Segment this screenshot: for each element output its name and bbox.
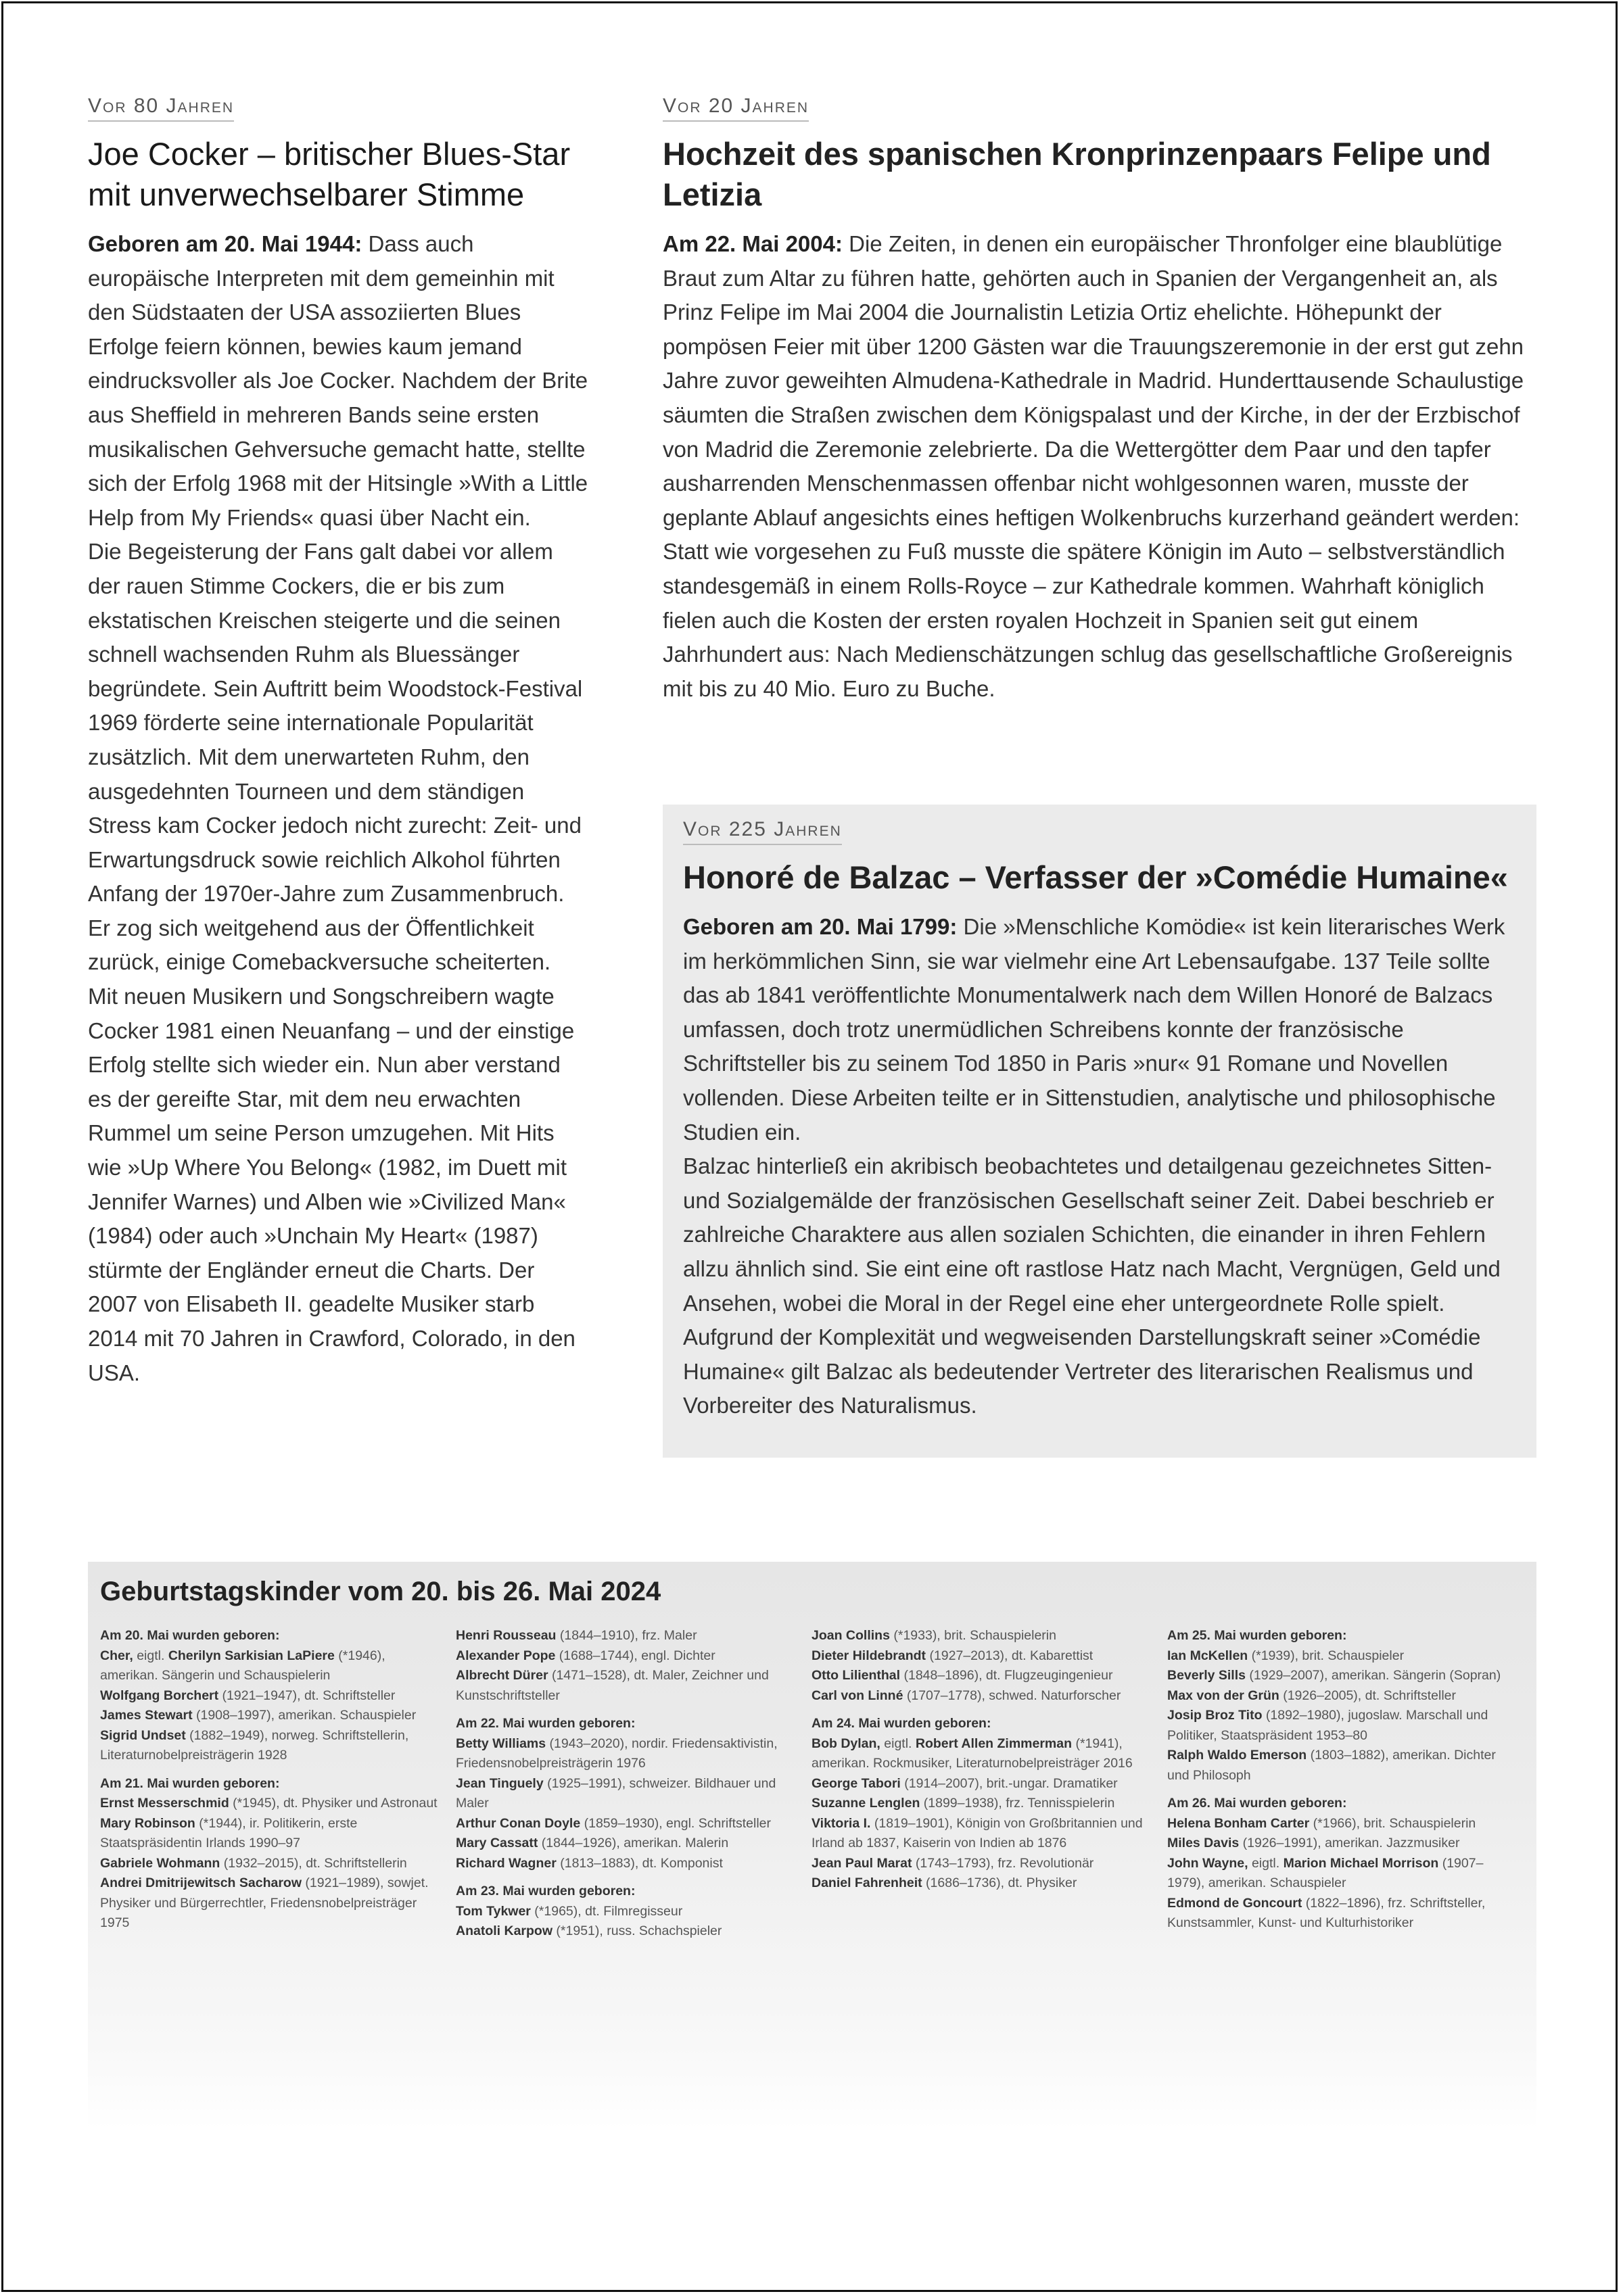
person-name: Josip Broz Tito (1167, 1708, 1263, 1723)
person-name: Max von der Grün (1167, 1688, 1279, 1703)
person-name: Jean Paul Marat (812, 1855, 912, 1871)
person-name: George Tabori (812, 1775, 901, 1791)
paragraph: Mit neuen Musikern und Songschreibern wagte Cocker 1981 einen Neuanfang – und der einstige Erfolg stellte sich wieder ein. Nun aber verstand es der gereifte Star, mit dem neu erwachten Rummel um seine Person umzugehen. Mit Hits wie »Up Where You Belong« (1982, im Duett mit Jennifer Warnes) und Alben wie »Civilized Man« (1984) oder auch »Unchain My Heart« (1987) stürmte der Engländer erneut die Charts. Der 2007 von Elisabeth II. geadelte Musiker starb 2014 mit 70 Jahren in Crawford, Colorado, in den USA. (88, 984, 575, 1385)
person-name: Viktoria I. (812, 1815, 871, 1831)
lead-date: Geboren am 20. Mai 1944: (88, 231, 362, 256)
lead-date: Geboren am 20. Mai 1799: (683, 914, 958, 939)
name-note: eigtl. (1248, 1855, 1284, 1871)
person-info: (1471–1528), dt. Maler, Zeichner und Kunstschriftsteller (456, 1668, 769, 1703)
person-name: Betty Williams (456, 1736, 546, 1751)
person-birth-name: Robert Allen Zimmerman (915, 1736, 1073, 1751)
person-name: Henri Rousseau (456, 1628, 557, 1643)
day-heading: Am 24. Mai wurden geboren: (812, 1716, 991, 1731)
person-name: Bob Dylan, (812, 1736, 880, 1751)
name-note: eigtl. (133, 1648, 168, 1663)
kicker: Vor 225 Jahren (683, 818, 842, 845)
birthday-entry (456, 1774, 794, 1814)
person-info: (*1965), dt. Filmregisseur (530, 1903, 683, 1919)
birthday-entry (100, 1646, 438, 1686)
person-info: (1907–1979), amerikan. Schauspieler (1167, 1855, 1484, 1890)
paragraph-text: Die »Menschliche Komödie« ist kein literarisches Werk im herkömmlichen Sinn, sie war vielmehr eine Art Lebensaufgabe. 137 Teile sollte das ab 1841 veröffentlichte Monumentalwerk nach dem Willen Honoré de Balzacs umfassen, doch trotz unermüdlichen Schreibens konnte der französische Schriftsteller bis zu seinem Tod 1850 in Paris »nur« 91 Romane und Novellen vollenden. Diese Arbeiten teilte er in Sittenstudien, analytische und philosophische Studien ein. (683, 914, 1505, 1145)
person-name: Helena Bonham Carter (1167, 1815, 1310, 1831)
birthday-entry (456, 1666, 794, 1706)
heading-line: mit unverwechselbarer Stimme (88, 176, 525, 212)
birthday-entry (812, 1734, 1150, 1774)
person-name: Wolfgang Borchert (100, 1688, 219, 1703)
birthday-entry (100, 1873, 438, 1934)
person-name: Suzanne Lenglen (812, 1796, 920, 1811)
person-info: (1892–1980), jugoslaw. Marschall und Politiker, Staatspräsident 1953–80 (1167, 1708, 1488, 1743)
article-body (663, 227, 1535, 706)
birthday-entry (812, 1626, 1150, 1646)
birthday-entry (456, 1834, 794, 1854)
birthday-entry (1167, 1666, 1505, 1686)
birthday-entry (100, 1854, 438, 1874)
day-heading: Am 25. Mai wurden geboren: (1167, 1628, 1347, 1643)
person-name: Otto Lilienthal (812, 1668, 901, 1683)
birthday-entry (812, 1686, 1150, 1706)
article-heading: Hochzeit des spanischen Kronprinzenpaars Felipe und Letizia (663, 136, 1491, 212)
person-info: (1932–2015), dt. Schriftstellerin (220, 1855, 407, 1871)
person-info: (1822–1896), frz. Schriftsteller, Kunstsammler, Kunst- und Kulturhistoriker (1167, 1895, 1486, 1930)
person-info: (1925–1991), schweizer. Bildhauer und Maler (456, 1775, 776, 1811)
article-heading (88, 134, 588, 215)
birthday-entry (812, 1854, 1150, 1874)
birthday-column (100, 1626, 456, 1942)
person-name: Beverly Sills (1167, 1668, 1246, 1683)
person-name: Anatoli Karpow (456, 1923, 553, 1938)
birthday-entry (456, 1646, 794, 1667)
person-name: Daniel Fahrenheit (812, 1875, 922, 1890)
person-info: (1926–1991), amerikan. Jazzmusiker (1239, 1836, 1460, 1850)
person-name: Cher, (100, 1648, 133, 1663)
birthday-entry (1167, 1686, 1505, 1706)
person-info: (1707–1778), schwed. Naturforscher (903, 1688, 1121, 1703)
birthday-column (1167, 1626, 1523, 1942)
person-name: Mary Cassatt (456, 1836, 538, 1850)
birthday-entry (456, 1626, 794, 1646)
person-name: Joan Collins (812, 1628, 890, 1643)
birthday-entry (812, 1666, 1150, 1686)
birthday-entry (1167, 1706, 1505, 1746)
article-body (88, 227, 588, 1390)
person-info: (1943–2020), nordir. Friedensaktivistin, Friedensnobelpreisträgerin 1976 (456, 1736, 778, 1771)
kicker: Vor 20 Jahren (663, 95, 809, 122)
person-name: Jean Tinguely (456, 1775, 544, 1791)
paragraph (88, 227, 588, 535)
person-name: Albrecht Dürer (456, 1668, 548, 1683)
article-body (683, 910, 1516, 1423)
birthday-entry (100, 1814, 438, 1854)
person-info: (1859–1930), engl. Schriftsteller (580, 1815, 772, 1831)
person-info: (1743–1793), frz. Revolutionär (912, 1855, 1094, 1871)
person-name: Gabriele Wohmann (100, 1855, 220, 1871)
person-info: (*1966), brit. Schauspielerin (1309, 1815, 1476, 1831)
birthday-entry (1167, 1646, 1505, 1667)
person-birth-name: Marion Michael Morrison (1283, 1855, 1439, 1871)
person-name: Alexander Pope (456, 1648, 556, 1663)
person-name: Ralph Waldo Emerson (1167, 1748, 1307, 1763)
person-info: (1819–1901), Königin von Großbritannien und Irland ab 1837, Kaiserin von Indien ab 1876 (812, 1815, 1143, 1850)
person-name: Dieter Hildebrandt (812, 1648, 926, 1663)
paragraph (663, 227, 1535, 706)
birthday-entry (1167, 1814, 1505, 1834)
birthdays-title: Geburtstagskinder vom 20. bis 26. Mai 2024 (100, 1577, 661, 1606)
person-name: Arthur Conan Doyle (456, 1815, 581, 1831)
birthday-entry (100, 1726, 438, 1766)
paragraph (683, 910, 1516, 1149)
name-note: eigtl. (880, 1736, 916, 1751)
birthday-entry (1167, 1854, 1505, 1894)
person-info: (*1946), amerikan. Sängerin und Schauspielerin (100, 1648, 385, 1683)
person-info: (1921–1989), sowjet. Physiker und Bürgerrechtler, Friedensnobelpreisträger 1975 (100, 1875, 429, 1930)
article-heading: Honoré de Balzac – Verfasser der »Comédie Humaine« (683, 859, 1508, 895)
person-info: (1686–1736), dt. Physiker (922, 1875, 1077, 1890)
birthday-entry (1167, 1746, 1505, 1786)
birthday-entry (812, 1814, 1150, 1854)
birthday-entry (812, 1794, 1150, 1814)
person-name: Edmond de Goncourt (1167, 1895, 1302, 1911)
birthday-entry (812, 1646, 1150, 1667)
person-info: (*1933), brit. Schauspielerin (889, 1628, 1056, 1643)
birthday-entry (812, 1774, 1150, 1794)
person-info: (*1945), dt. Physiker und Astronaut (229, 1796, 438, 1811)
person-info: (1848–1896), dt. Flugzeugingenieur (900, 1668, 1113, 1683)
person-info: (1914–2007), brit.-ungar. Dramatiker (900, 1775, 1118, 1791)
person-info: (1813–1883), dt. Komponist (556, 1855, 723, 1871)
day-heading: Am 23. Mai wurden geboren: (456, 1884, 636, 1898)
paragraph: Balzac hinterließ ein akribisch beobachtetes und detailgenau gezeichnetes Sitten- und Sozialgemälde der französischen Gesellschaft seiner Zeit. Dabei beschrieb er zahlreiche Charaktere aus allen sozialen Schichten, die einander in ihren Fehlern allzu ähnlich sind. Sie eint eine oft rastlose Hatz nach Macht, Vergnügen, Geld und Ansehen, wobei die Moral in der Regel eine eher untergeordnete Rolle spielt. Aufgrund der Komplexität und wegweisenden Darstellungskraft seiner »Comédie Humaine« gilt Balzac als bedeutender Vertreter des literarischen Realismus und Vorbereiter des Naturalismus. (683, 1153, 1501, 1418)
person-name: Richard Wagner (456, 1855, 557, 1871)
person-name: James Stewart (100, 1708, 193, 1723)
heading-line: Joe Cocker – britischer Blues-Star (88, 136, 571, 172)
person-info: (*1939), brit. Schauspieler (1248, 1648, 1405, 1663)
birthday-entry (100, 1706, 438, 1726)
birthday-entry (100, 1686, 438, 1706)
person-name: John Wayne, (1167, 1855, 1248, 1871)
paragraph: Die Begeisterung der Fans galt dabei vor allem der rauen Stimme Cockers, die er bis zum ekstatischen Kreischen steigerte und die seinen schnell wachsenden Ruhm als Bluessänger begründete. Sein Auftritt beim Woodstock-Festival 1969 förderte seine internationale Popularität zusätzlich. Mit dem unerwarteten Ruhm, den ausgedehnten Tourneen und dem ständigen Stress kam Cocker jedoch nicht zurecht: Zeit- und Erwartungsdruck sowie reichlich Alkohol führten Anfang der 1970er-Jahre zum Zusammenbruch. Er zog sich weitgehend aus der Öffentlichkeit zurück, einige Comebackversuche scheiterten. (88, 539, 583, 975)
person-info: (*1944), ir. Politikerin, erste Staatspräsidentin Irlands 1990–97 (100, 1815, 358, 1850)
person-info: (1926–2005), dt. Schriftsteller (1279, 1688, 1457, 1703)
birthday-entry (456, 1734, 794, 1774)
birthday-entry (456, 1814, 794, 1834)
person-info: (1899–1938), frz. Tennisspielerin (920, 1796, 1115, 1811)
birthday-entry (812, 1873, 1150, 1894)
day-heading: Am 26. Mai wurden geboren: (1167, 1796, 1347, 1811)
birthday-entry (100, 1794, 438, 1814)
person-name: Mary Robinson (100, 1815, 195, 1831)
paragraph-text: Die Zeiten, in denen ein europäischer Thronfolger eine blaublütige Braut zum Altar zu führen hatte, gehörten auch in Spanien der Vergangenheit an, als Prinz Felipe im Mai 2004 die Journalistin Letizia Ortiz ehelichte. Höhepunkt der pompösen Feier mit über 1200 Gästen war die Trauungszeremonie in der erst gut zehn Jahre zuvor geweihten Almudena-Kathedrale in Madrid. Hunderttausende Schaulustige säumten die Straßen zwischen dem Königspalast und der Kirche, in der der Erzbischof von Madrid die Zeremonie zelebrierte. Da die Wettergötter dem Paar und den tapfer ausharrenden Menschenmassen offenbar nicht wohlgesonnen waren, musste der geplante Ablauf angesichts eines heftigen Wolkenbruchs kurzerhand geändert werden: Statt wie vorgesehen zu Fuß musste die spätere Königin im Auto – selbstverständlich standesgemäß in einem Rolls-Royce – zur Kathedrale kommen. Wahrhaft königlich fielen auch die Kosten der ersten royalen Hochzeit in Spanien seit gut einem Jahrhundert aus: Nach Medienschätzungen schlug das gesellschaftliche Großereignis mit bis zu 40 Mio. Euro zu Buche. (663, 231, 1524, 701)
article-royal-wedding (663, 95, 1535, 706)
person-info: (1844–1910), frz. Maler (556, 1628, 697, 1643)
article-joe-cocker (88, 95, 588, 1390)
birthday-column (812, 1626, 1167, 1942)
birthday-entry (456, 1902, 794, 1922)
day-heading: Am 21. Mai wurden geboren: (100, 1775, 280, 1791)
article-balzac-box (663, 805, 1536, 1458)
birthday-entry (456, 1854, 794, 1874)
person-info: (*1941), amerikan. Rockmusiker, Literaturnobelpreisträger 2016 (812, 1736, 1133, 1771)
person-name: Andrei Dmitrijewitsch Sacharow (100, 1875, 302, 1890)
birthday-entry (456, 1921, 794, 1942)
birthdays-box (88, 1562, 1536, 2130)
person-info: (1803–1882), amerikan. Dichter und Philosoph (1167, 1748, 1496, 1783)
birthday-entry (1167, 1894, 1505, 1934)
person-name: Ernst Messerschmid (100, 1796, 229, 1811)
person-info: (1921–1947), dt. Schriftsteller (218, 1688, 396, 1703)
person-info: (1929–2007), amerikan. Sängerin (Sopran) (1246, 1668, 1501, 1683)
person-info: (1908–1997), amerikan. Schauspieler (192, 1708, 417, 1723)
person-name: Tom Tykwer (456, 1903, 531, 1919)
birthday-column (456, 1626, 812, 1942)
person-birth-name: Cherilyn Sarkisian LaPiere (168, 1648, 335, 1663)
person-name: Carl von Linné (812, 1688, 903, 1703)
birthday-entry (1167, 1834, 1505, 1854)
lead-date: Am 22. Mai 2004: (663, 231, 843, 256)
person-info: (*1951), russ. Schachspieler (552, 1923, 722, 1938)
person-name: Sigrid Undset (100, 1727, 186, 1743)
person-info: (1882–1949), norweg. Schriftstellerin, Literaturnobelpreisträgerin 1928 (100, 1727, 409, 1763)
day-heading: Am 22. Mai wurden geboren: (456, 1716, 636, 1731)
person-info: (1927–2013), dt. Kabarettist (926, 1648, 1093, 1663)
person-info: (1688–1744), engl. Dichter (555, 1648, 715, 1663)
paragraph-text: Dass auch europäische Interpreten mit dem gemeinhin mit den Südstaaten der USA assoziierten Blues Erfolge feiern können, bewies kaum jemand eindrucksvoller als Joe Cocker. Nachdem der Brite aus Sheffield in mehreren Bands seine ersten musikalischen Gehversuche gemacht hatte, stellte sich der Erfolg 1968 mit der Hitsingle »With a Little Help from My Friends« quasi über Nacht ein. (88, 231, 588, 530)
person-info: (1844–1926), amerikan. Malerin (538, 1836, 729, 1850)
day-heading: Am 20. Mai wurden geboren: (100, 1628, 280, 1643)
kicker: Vor 80 Jahren (88, 95, 234, 122)
birthdays-columns (100, 1626, 1523, 1942)
person-name: Miles Davis (1167, 1836, 1240, 1850)
person-name: Ian McKellen (1167, 1648, 1248, 1663)
